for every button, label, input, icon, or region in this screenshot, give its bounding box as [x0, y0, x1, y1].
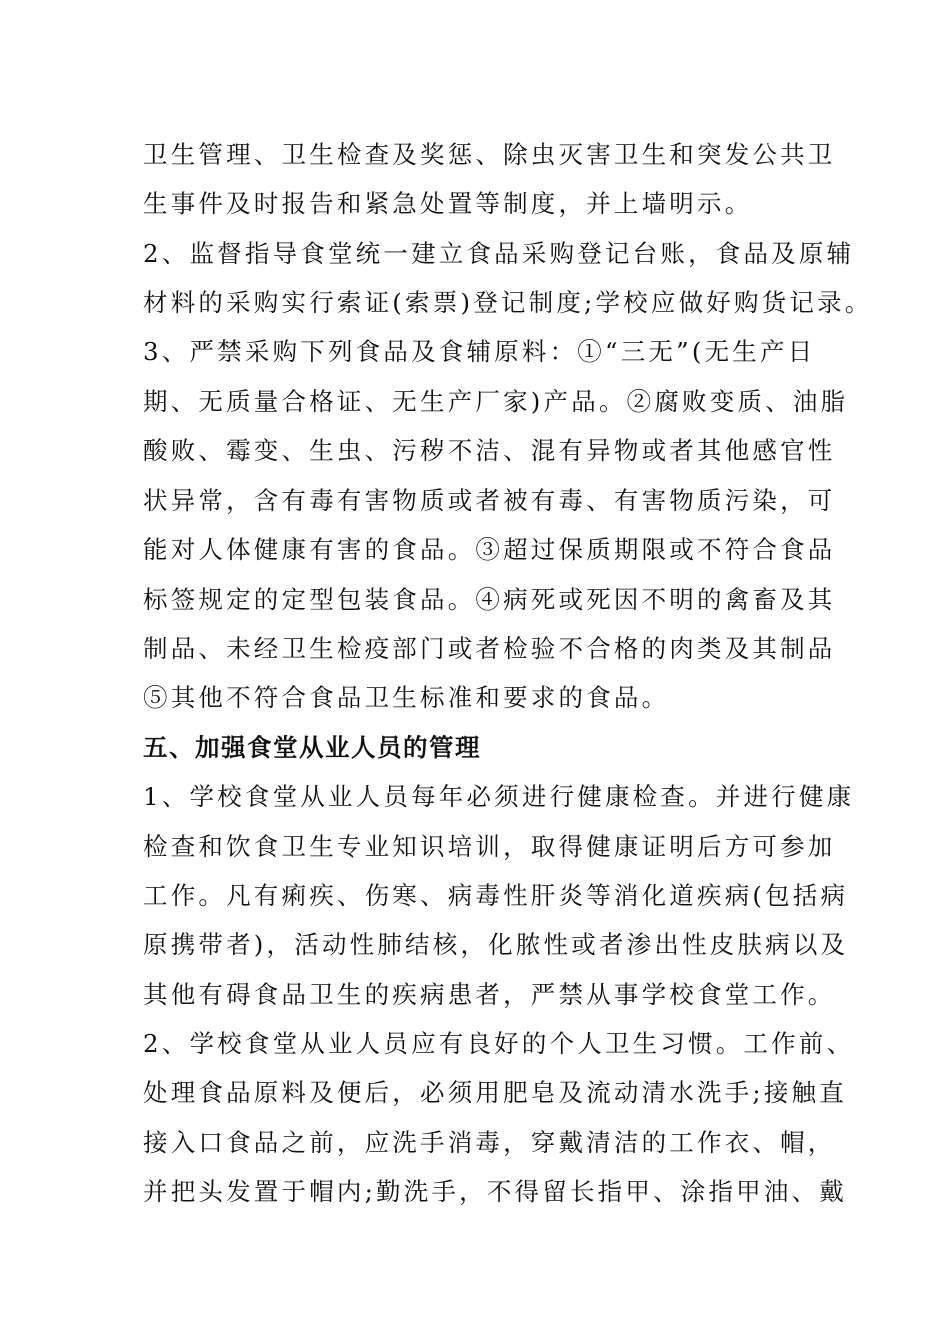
text-line: 能对人体健康有害的食品。③超过保质期限或不符合食品: [143, 535, 836, 564]
text-line: 卫生管理、卫生检查及奖惩、除虫灭害卫生和突发公共卫: [143, 140, 836, 169]
text-line: 制品、未经卫生检疫部门或者检验不合格的肉类及其制品: [143, 634, 836, 663]
text-line: 标签规定的定型包装食品。④病死或死因不明的禽畜及其: [143, 585, 836, 614]
text-line: 期、无质量合格证、无生产厂家)产品。②腐败变质、油脂: [143, 387, 849, 416]
text-line: 原携带者)，活动性肺结核，化脓性或者渗出性皮肤病以及: [143, 930, 849, 959]
text-line: 处理食品原料及便后，必须用肥皂及流动清水洗手;接触直: [143, 1078, 847, 1107]
text-line: 状异常，含有毒有害物质或者被有毒、有害物质污染，可: [143, 486, 836, 515]
text-line: 生事件及时报告和紧急处置等制度，并上墙明示。: [143, 189, 753, 218]
text-line: 其他有碍食品卫生的疾病患者，严禁从事学校食堂工作。: [143, 980, 836, 1009]
text-line: ⑤其他不符合食品卫生标准和要求的食品。: [143, 683, 670, 712]
text-line: 酸败、霉变、生虫、污秽不洁、混有异物或者其他感官性: [143, 436, 836, 465]
section-heading: 五、加强食堂从业人员的管理: [143, 733, 481, 762]
text-line: 2、监督指导食堂统一建立食品采购登记台账，食品及原辅: [143, 239, 855, 268]
text-line: 1、学校食堂从业人员每年必须进行健康检查。并进行健康: [143, 782, 855, 811]
text-line: 接入口食品之前，应洗手消毒，穿戴清洁的工作衣、帽，: [143, 1128, 836, 1157]
text-line: 并把头发置于帽内;勤洗手，不得留长指甲、涂指甲油、戴: [143, 1177, 847, 1206]
text-line: 2、学校食堂从业人员应有良好的个人卫生习惯。工作前、: [143, 1029, 855, 1058]
text-line: 3、严禁采购下列食品及食辅原料：①“三无”(无生产日: [143, 337, 816, 366]
text-line: 材料的采购实行索证(索票)登记制度;学校应做好购货记录。: [143, 288, 873, 317]
text-line: 检查和饮食卫生专业知识培训，取得健康证明后方可参加: [143, 832, 836, 861]
text-line: 工作。凡有痢疾、伤寒、病毒性肝炎等消化道疾病(包括病: [143, 881, 849, 910]
